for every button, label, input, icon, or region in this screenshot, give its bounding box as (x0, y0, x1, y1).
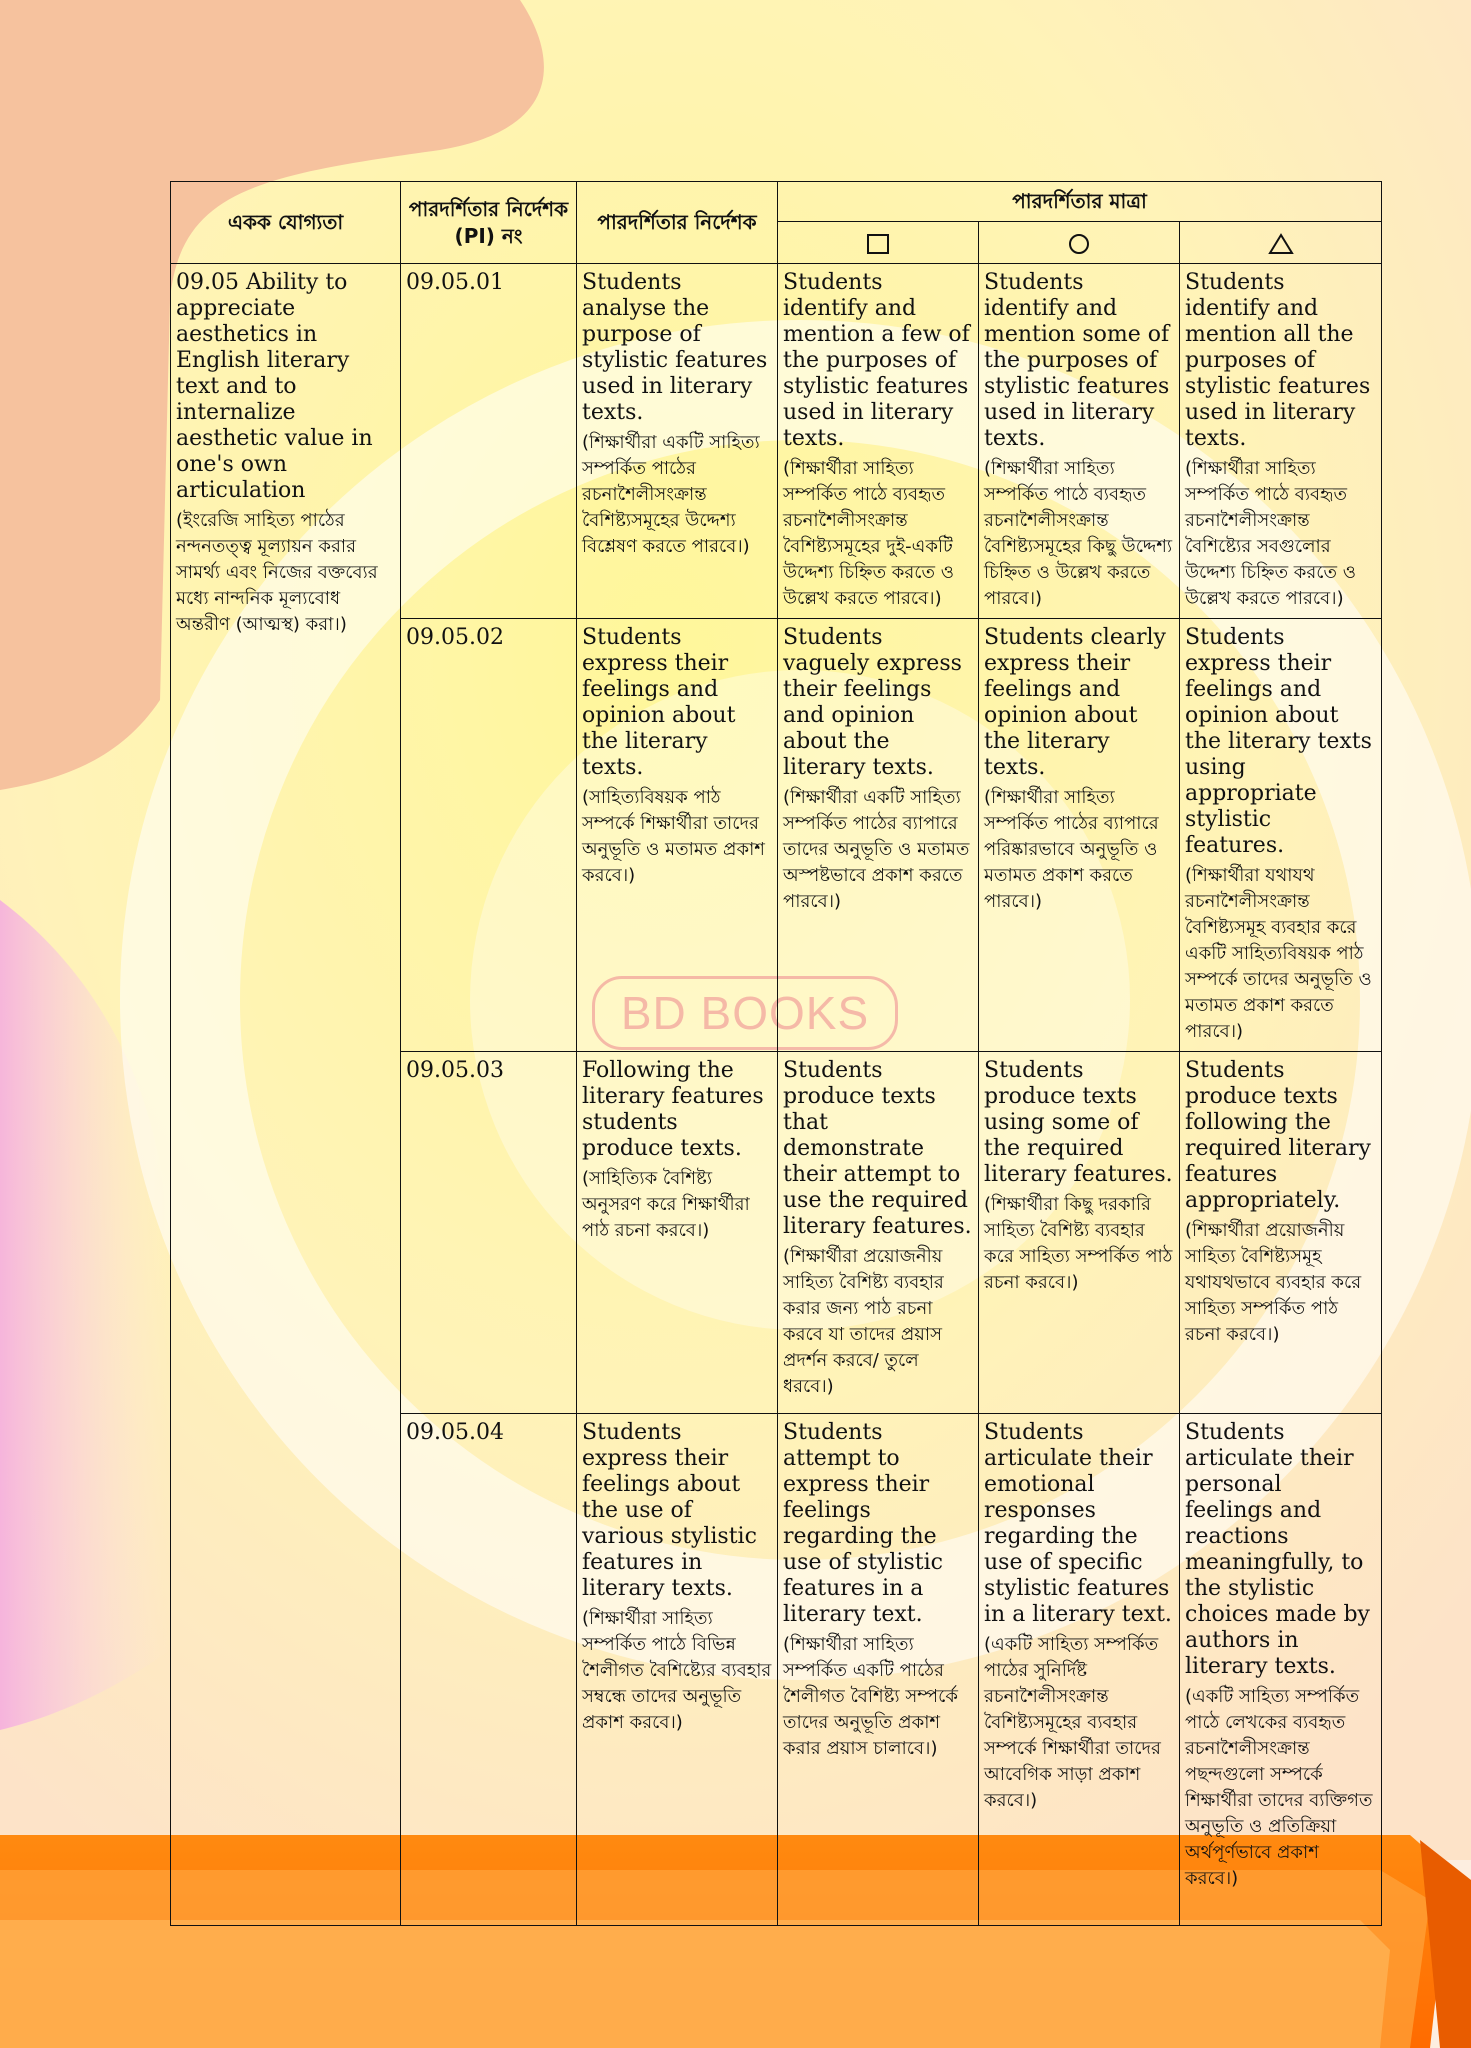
circle-bangla: (একটি সাহিত্য সম্পর্কিত পাঠের সুনির্দিষ্ট রচনাশৈলীসংক্রান্ত বৈশিষ্ট্যসমূহের ব্যবহার সম্পর্কে শিক্ষার্থীরা তাদের আবেগিক সাড়া প্রকাশ করবে।) (984, 1634, 1161, 1811)
indicator-cell (577, 1052, 778, 1414)
competency-bangla: (ইংরেজি সাহিত্য পাঠের নন্দনতত্ত্ব মূল্যায়ন করার সামর্থ্য এবং নিজের বক্তব্যের মধ্যে নান্দনিক মূল্যবোধ অন্তরীণ (আত্মস্থ) করা।) (176, 510, 378, 635)
level-circle-text (979, 1052, 1180, 1414)
square-english: Students vaguely express their feelings and opinion about the literary texts. (783, 625, 962, 780)
header-unit-competency: একক যোগ্যতা (171, 182, 401, 264)
level-triangle-text (1180, 1414, 1382, 1926)
indicator-bangla: (সাহিত্যিক বৈশিষ্ট্য অনুসরণ করে শিক্ষার্থীরা পাঠ রচনা করবে।) (582, 1168, 750, 1241)
triangle-english: Students articulate their personal feelings and reactions meaningfully, to the stylistic choices made by authors in literary texts. (1185, 1420, 1370, 1679)
triangle-english: Students produce texts following the required literary features appropriately. (1185, 1058, 1371, 1213)
level-circle-text (979, 264, 1180, 619)
indicator-english: Students express their feelings and opinion about the literary texts. (582, 625, 736, 780)
level-triangle-text (1180, 619, 1382, 1052)
pi-code-cell (401, 264, 577, 619)
watermark-logo: BD BOOKS (592, 976, 898, 1050)
indicator-cell (577, 1414, 778, 1926)
pi-code: 09.05.02 (406, 625, 504, 650)
table-row (171, 264, 1382, 619)
triangle-english: Students express their feelings and opinion about the literary texts using appropriate stylistic features. (1185, 625, 1372, 858)
header-pi-number: পারদর্শিতার নির্দেশক (PI) নং (401, 182, 577, 264)
indicator-english: Students analyse the purpose of stylistic features used in literary texts. (582, 270, 768, 425)
competency-cell (171, 264, 401, 1926)
level-square-text (778, 1052, 979, 1414)
indicator-bangla: (শিক্ষার্থীরা সাহিত্য সম্পর্কিত পাঠে বিভিন্ন শৈলীগত বৈশিষ্ট্যের ব্যবহার সম্বন্ধে তাদের অনুভূতি প্রকাশ করবে।) (582, 1608, 772, 1733)
square-english: Students identify and mention a few of the purposes of stylistic features used in literary texts. (783, 270, 970, 451)
pi-code: 09.05.01 (406, 270, 504, 295)
square-bangla: (শিক্ষার্থীরা একটি সাহিত্য সম্পর্কিত পাঠের ব্যাপারে তাদের অনুভূতি ও মতামত অস্পষ্টভাবে প্রকাশ করতে পারবে।) (783, 787, 970, 912)
indicator-english: Following the literary features students produce texts. (582, 1058, 764, 1161)
indicator-cell (577, 264, 778, 619)
level-square-text (778, 619, 979, 1052)
circle-english: Students identify and mention some of the purposes of stylistic features used in literary texts. (984, 270, 1170, 451)
square-bangla: (শিক্ষার্থীরা সাহিত্য সম্পর্কিত একটি পাঠের শৈলীগত বৈশিষ্ট্য সম্পর্কে তাদের অনুভূতি প্রকাশ করার প্রয়াস চালাবে।) (783, 1634, 958, 1759)
indicator-bangla: (শিক্ষার্থীরা একটি সাহিত্য সম্পর্কিত পাঠের রচনাশৈলীসংক্রান্ত বৈশিষ্ট্যসমূহের উদ্দেশ্য বিশ্লেষণ করতে পারবে।) (582, 432, 760, 557)
pi-code-cell (401, 619, 577, 1052)
pi-code-cell (401, 1052, 577, 1414)
header-row (171, 182, 1382, 222)
circle-english: Students produce texts using some of the required literary features. (984, 1058, 1173, 1187)
square-english: Students attempt to express their feelings regarding the use of stylistic features in a literary text. (783, 1420, 943, 1627)
triangle-bangla: (শিক্ষার্থীরা যথাযথ রচনাশৈলীসংক্রান্ত বৈশিষ্ট্যসমূহ ব্যবহার করে একটি সাহিত্যবিষয়ক পাঠ সম্পর্কে তাদের অনুভূতি ও মতামত প্রকাশ করতে পারবে।) (1185, 865, 1372, 1042)
square-icon (865, 233, 891, 255)
pi-code: 09.05.04 (406, 1420, 504, 1445)
triangle-icon (1268, 233, 1294, 255)
triangle-bangla: (শিক্ষার্থীরা প্রয়োজনীয় সাহিত্য বৈশিষ্ট্যসমূহ যথাযথভাবে ব্যবহার করে সাহিত্য সম্পর্কিত পাঠ রচনা করবে।) (1185, 1220, 1362, 1345)
level-circle-text (979, 619, 1180, 1052)
indicator-english: Students express their feelings about the use of various stylistic features in literary texts. (582, 1420, 757, 1601)
level-triangle-cell (1180, 222, 1382, 264)
pi-code: 09.05.03 (406, 1058, 504, 1083)
circle-bangla: (শিক্ষার্থীরা সাহিত্য সম্পর্কিত পাঠের ব্যাপারে পরিষ্কারভাবে অনুভূতি ও মতামত প্রকাশ করতে পারবে।) (984, 787, 1159, 912)
indicator-cell (577, 619, 778, 1052)
square-bangla: (শিক্ষার্থীরা সাহিত্য সম্পর্কিত পাঠে ব্যবহৃত রচনাশৈলীসংক্রান্ত বৈশিষ্ট্যসমূহের দুই-একটি উদ্দেশ্য চিহ্নিত করতে ও উল্লেখ করতে পারবে।) (783, 458, 954, 609)
pi-code-cell (401, 1414, 577, 1926)
triangle-bangla: (শিক্ষার্থীরা সাহিত্য সম্পর্কিত পাঠে ব্যবহৃত রচনাশৈলীসংক্রান্ত বৈশিষ্ট্যের সবগুলোর উদ্দেশ্য চিহ্নিত করতে ও উল্লেখ করতে পারবে।) (1185, 458, 1356, 609)
rubric-table (170, 181, 1382, 1926)
level-square-text (778, 264, 979, 619)
triangle-english: Students identify and mention all the purposes of stylistic features used in literary texts. (1185, 270, 1371, 451)
square-english: Students produce texts that demonstrate their attempt to use the required literary features. (783, 1058, 972, 1239)
triangle-bangla: (একটি সাহিত্য সম্পর্কিত পাঠে লেখকের ব্যবহৃত রচনাশৈলীসংক্রান্ত পছন্দগুলো সম্পর্কে শিক্ষার্থীরা তাদের ব্যক্তিগত অনুভূতি ও প্রতিক্রিয়া অর্থপূর্ণভাবে প্রকাশ করবে।) (1185, 1686, 1373, 1889)
header-pi-indicator: পারদর্শিতার নির্দেশক (577, 182, 778, 264)
circle-english: Students clearly express their feelings and opinion about the literary texts. (984, 625, 1166, 780)
level-circle-text (979, 1414, 1180, 1926)
circle-bangla: (শিক্ষার্থীরা সাহিত্য সম্পর্কিত পাঠে ব্যবহৃত রচনাশৈলীসংক্রান্ত বৈশিষ্ট্যসমূহের কিছু উদ্দেশ্য চিহ্নিত ও উল্লেখ করতে পারবে।) (984, 458, 1173, 609)
circle-english: Students articulate their emotional responses regarding the use of specific stylistic features in a literary text. (984, 1420, 1172, 1627)
level-square-text (778, 1414, 979, 1926)
circle-icon (1066, 233, 1092, 255)
header-performance-level: পারদর্শিতার মাত্রা (778, 182, 1382, 222)
competency-english: 09.05 Ability to appreciate aesthetics in English literary text and to internalize aesthetic value in one's own articulation (176, 270, 373, 503)
level-square-cell (778, 222, 979, 264)
indicator-bangla: (সাহিত্যবিষয়ক পাঠ সম্পর্কে শিক্ষার্থীরা তাদের অনুভূতি ও মতামত প্রকাশ করবে।) (582, 787, 765, 886)
level-circle-cell (979, 222, 1180, 264)
circle-bangla: (শিক্ষার্থীরা কিছু দরকারি সাহিত্য বৈশিষ্ট্য ব্যবহার করে সাহিত্য সম্পর্কিত পাঠ রচনা করবে।) (984, 1194, 1173, 1293)
square-bangla: (শিক্ষার্থীরা প্রয়োজনীয় সাহিত্য বৈশিষ্ট্য ব্যবহার করার জন্য পাঠ রচনা করবে যা তাদের প্রয়াস প্রদর্শন করবে/ তুলে ধরবে।) (783, 1246, 944, 1397)
level-triangle-text (1180, 1052, 1382, 1414)
level-triangle-text (1180, 264, 1382, 619)
